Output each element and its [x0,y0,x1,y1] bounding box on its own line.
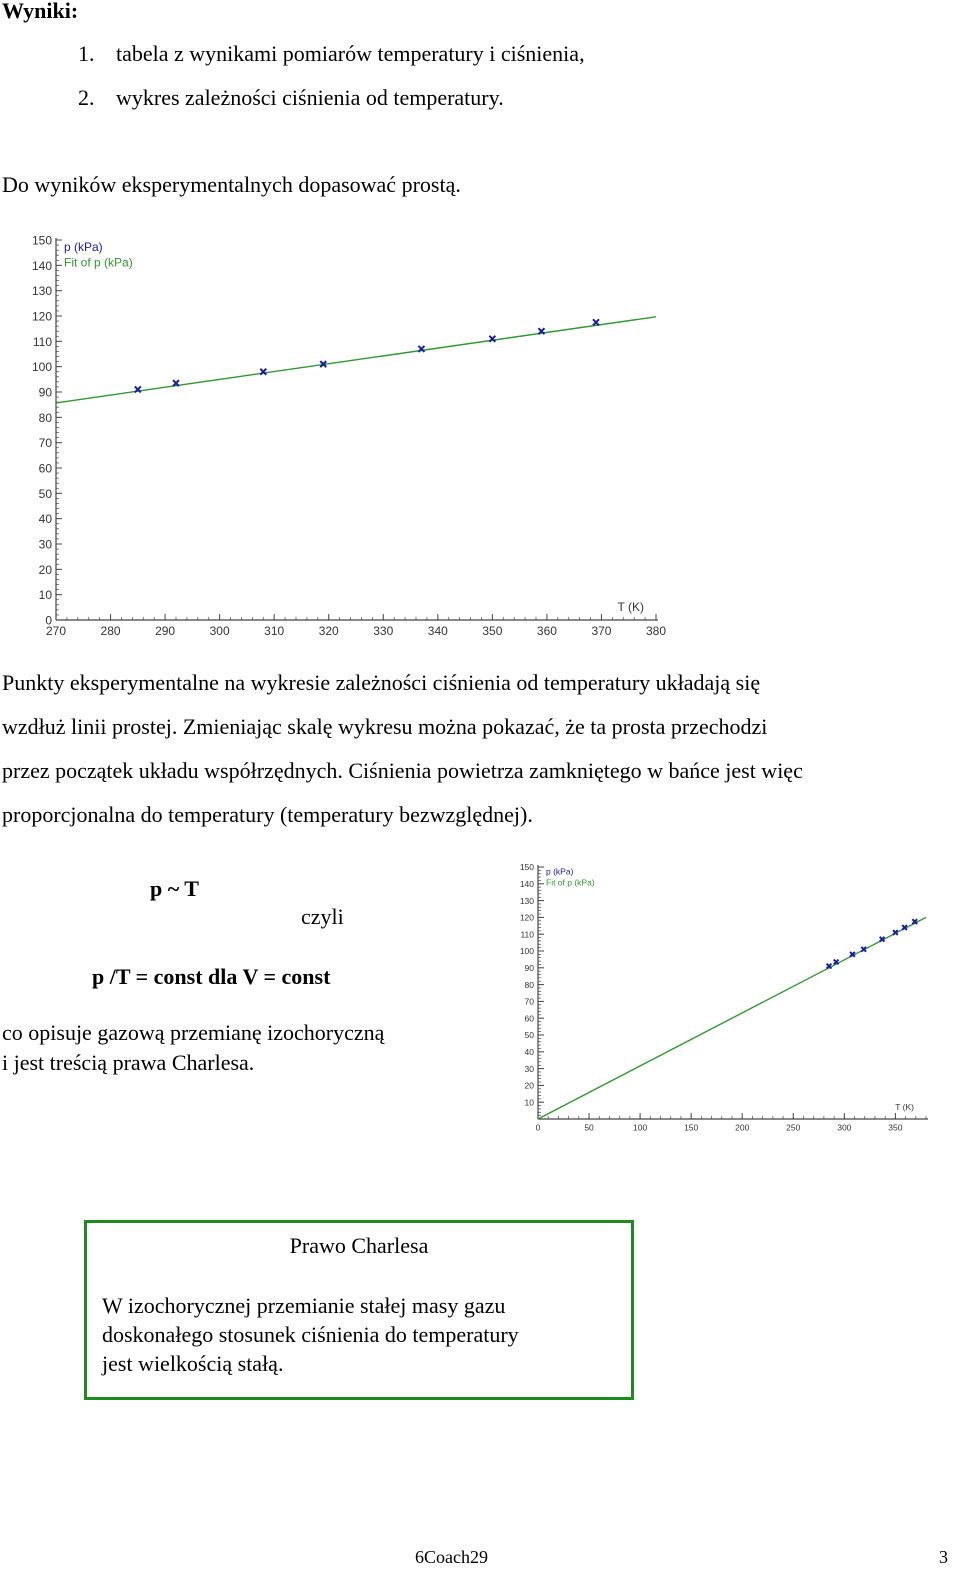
y-tick-label: 80 [524,979,534,990]
y-tick-label: 140 [31,258,52,273]
x-tick-label: 150 [684,1122,699,1133]
law-box-title: Prawo Charlesa [289,1233,429,1258]
charles-formula: p /T = const dla V = const [92,964,331,989]
y-tick-label: 10 [524,1097,534,1108]
paragraph-line: przez początek układu współrzędnych. Ciśnienia powietrza zamkniętego w bańce jest więc [2,758,803,783]
y-tick-label: 90 [524,963,534,974]
y-tick-label: 140 [519,879,534,890]
law-box-line: doskonałego stosunek ciśnienia do temperatury [102,1322,519,1347]
x-tick-label: 330 [373,624,394,638]
description-line: i jest treścią prawa Charlesa. [2,1050,255,1075]
x-axis-label: T (K) [617,600,644,614]
x-axis-label: T (K) [895,1102,914,1112]
y-tick-label: 110 [32,334,52,349]
y-tick-label: 60 [38,461,52,476]
list-item [78,85,504,111]
y-tick-label: 130 [519,895,534,906]
description-line: co opisuje gazową przemianę izochoryczną [2,1020,385,1045]
fit-line [56,317,656,403]
x-tick-label: 50 [584,1122,594,1133]
list-number: 2. [78,85,95,110]
law-box-line: W izochorycznej przemianie stałej masy gazu [102,1293,506,1318]
list-number: 1. [78,41,95,66]
y-tick-label: 100 [31,360,52,375]
x-tick-label: 270 [45,624,67,638]
x-tick-label: 370 [591,624,612,638]
legend-points: p (kPa) [546,866,574,877]
y-tick-label: 100 [519,946,534,957]
legend-fit: Fit of p (kPa) [546,877,595,888]
czyli-text: czyli [301,904,344,929]
pressure-temperature-origin-chart [508,855,938,1133]
list-text: wykres zależności ciśnienia od temperatury. [116,85,504,110]
y-tick-label: 30 [38,537,52,552]
x-tick-label: 310 [264,624,285,638]
legend-points: p (kPa) [64,239,103,254]
paragraph-line: proporcjonalna do temperatury (temperatury bezwzględnej). [2,802,533,827]
y-tick-label: 150 [519,862,534,873]
x-tick-label: 250 [786,1122,801,1133]
section-heading: Wyniki: [2,0,79,23]
y-tick-label: 150 [31,233,52,248]
x-tick-label: 300 [209,624,230,638]
x-tick-label: 0 [535,1122,541,1133]
y-tick-label: 50 [38,486,52,501]
page-number: 3 [939,1547,948,1567]
y-tick-label: 70 [524,996,534,1007]
x-tick-label: 360 [536,624,557,638]
y-tick-label: 0 [45,613,52,628]
y-tick-label: 110 [520,929,534,940]
y-tick-label: 120 [31,309,52,324]
y-tick-label: 90 [38,385,52,400]
law-box [84,1220,634,1400]
law-box-text [102,1291,519,1378]
x-tick-label: 290 [155,624,176,638]
y-tick-label: 120 [519,912,534,923]
x-tick-label: 350 [888,1122,903,1133]
y-tick-label: 20 [38,562,52,577]
pressure-temperature-chart [28,228,678,640]
y-tick-label: 30 [524,1063,534,1074]
y-tick-label: 80 [38,410,52,425]
x-tick-label: 340 [427,624,448,638]
paragraph-line: wzdłuż linii prostej. Zmieniając skalę wykresu można pokazać, że ta prosta przechodzi [2,714,768,739]
y-tick-label: 50 [524,1030,534,1041]
y-tick-label: 70 [38,436,52,451]
list-item [78,41,585,67]
legend-fit: Fit of p (kPa) [64,255,133,270]
y-tick-label: 130 [31,284,52,299]
fit-line [538,917,926,1119]
y-tick-label: 20 [524,1080,534,1091]
x-tick-label: 320 [318,624,339,638]
x-tick-label: 280 [100,624,121,638]
x-tick-label: 100 [633,1122,648,1133]
proportionality-formula: p ~ T [150,876,199,901]
x-tick-label: 350 [482,624,503,638]
data-point [593,319,599,325]
x-tick-label: 200 [735,1122,750,1133]
y-tick-label: 40 [524,1047,534,1058]
footer-label: 6Coach29 [415,1547,488,1567]
y-tick-label: 40 [38,512,52,527]
paragraph-line: Punkty eksperymentalne na wykresie zależności ciśnienia od temperatury układają się [2,670,761,695]
x-tick-label: 380 [645,624,667,638]
list-text: tabela z wynikami pomiarów temperatury i ciśnienia, [116,41,585,66]
x-tick-label: 300 [837,1122,852,1133]
y-tick-label: 60 [524,1013,534,1024]
y-tick-label: 10 [38,588,52,603]
law-box-line: jest wielkością stałą. [102,1351,284,1376]
instruction-text: Do wyników eksperymentalnych dopasować prostą. [2,172,461,197]
